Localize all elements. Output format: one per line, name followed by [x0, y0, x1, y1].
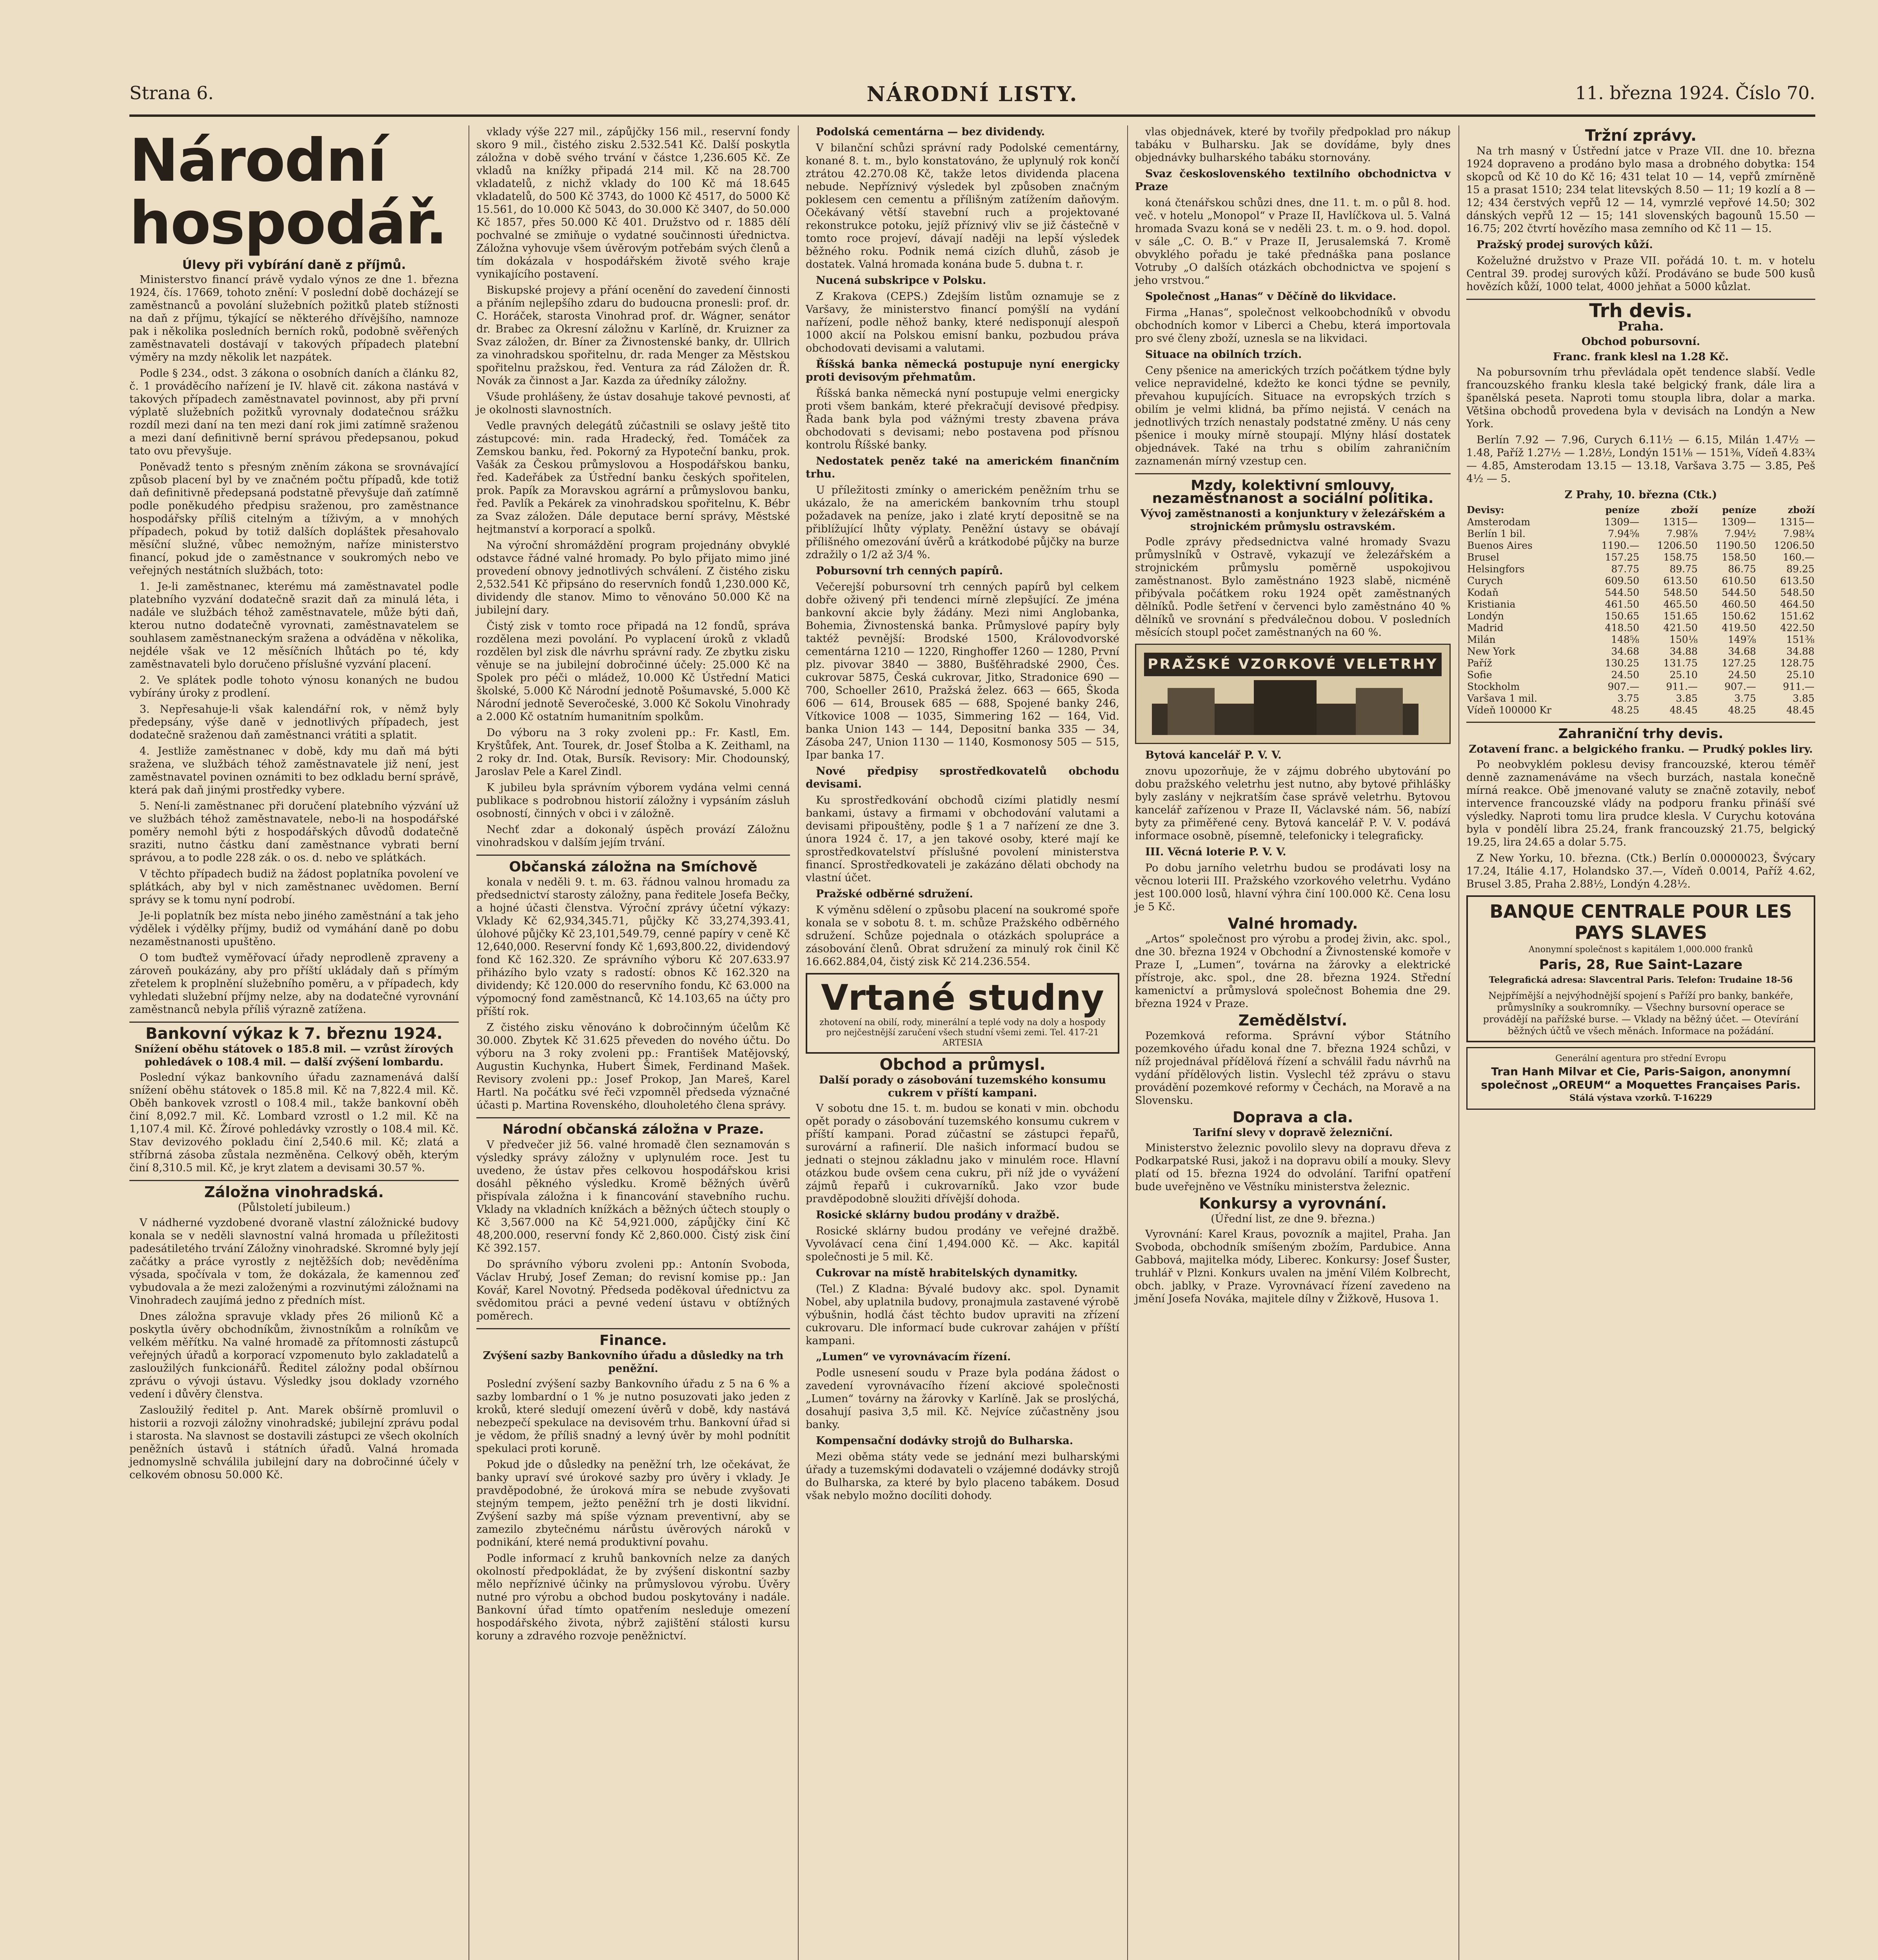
- currency-name: Kodaň: [1467, 587, 1499, 598]
- article-title: Kompensační dodávky strojů do Bulharska.: [816, 1435, 1073, 1447]
- currency-name: Stockholm: [1467, 681, 1520, 692]
- article-paragraph: Zasloužilý ředitel p. Ant. Marek obšírně promluvil o historii a rozvoji záložny vinohradské; jubilejní zprávu podal i starosta. Na slavnost se dostavili zástupci ze všech okolních peněžních ústavů i státních úřadů. Valná hromada jednomyslně schválila jubilejní dary na dobročinné účely v celkovém obnosu 50.000 Kč.: [129, 1404, 459, 1481]
- ad-telegraph: Telegrafická adresa: Slavcentral Paris. Telefon: Trudaine 18-56: [1489, 975, 1793, 985]
- rate-cell: 24.50: [1728, 669, 1756, 681]
- article-title: Rosické sklárny budou prodány v dražbě.: [816, 1209, 1060, 1221]
- article-paragraph: K výměnu sdělení o způsobu placení na soukromé spoře konala se v sobotu 8. t. m. schůze Pražského odběrného sdružení. Schůze pojednala o otázkách spolupráce a zásobování členů. Obrat sdružení za minulý rok činil Kč 16.662.884,04, čistý zisk Kč 214.236.554.: [806, 904, 1119, 968]
- rate-cell: 158.50: [1722, 552, 1756, 563]
- table-row: [1466, 681, 1815, 693]
- rate-cell: 3.85: [1676, 693, 1698, 704]
- table-row: [1466, 563, 1815, 575]
- table-row: [1466, 693, 1815, 704]
- rate-cell: 158.75: [1663, 552, 1698, 563]
- rate-cell: 548.50: [1780, 587, 1814, 598]
- article-paragraph: Z čistého zisku věnováno k dobročinným účelům Kč 30.000. Zbytek Kč 31.625 převeden do nového účtu. Do výboru na 3 roky zvoleni pp.: František Matějovský, Augustin Kuchynka, Hubert Šimek, Ferdinand Mašek. Revisory zvoleni pp.: Josef Prokop, Jan Mareš, Karel Hartl. Na počátku své řeči vzpomněl předseda význačné účasti p. Martina Rovenského, dlouholetého člena správy.: [476, 1022, 790, 1111]
- rate-cell: 149⅞: [1728, 634, 1756, 645]
- article-title: Trh devis.: [1589, 300, 1693, 322]
- article-title: Občanská záložna na Smíchově: [509, 859, 757, 875]
- rate-cell: 151.62: [1780, 610, 1814, 622]
- article-paragraph: V bilanční schůzi správní rady Podolské cementárny, konané 8. t. m., bylo konstatováno, že uplynulý rok končí ztrátou 42.270.08 Kč, takže letos dividenda placena nebude. Nepříznivý výsledek byl způsoben značným poklesem cen cementu a přílišným zatížením daňovým. Očekávaný větší stavební ruch a projektované rekonstrukce potoku, jejíž příznivý vliv se již částečně v tomto roce projeví, dávají naději na lepší výsledek běžného roku. Podnik nemá cizích dluhů, zásob je dostatek. Valná hromada konána bude 5. dubna t. r.: [806, 142, 1119, 270]
- rate-cell: 610.50: [1722, 575, 1756, 586]
- rate-cell: 7.94⅝: [1608, 528, 1640, 539]
- table-header-cell: zboží: [1671, 504, 1698, 515]
- table-row: [1466, 646, 1815, 657]
- rate-cell: 419.50: [1722, 622, 1756, 633]
- article-title: „Lumen“ ve vyrovnávacím řízení.: [816, 1351, 1011, 1363]
- rate-cell: 465.50: [1663, 599, 1698, 610]
- rate-cell: 128.75: [1780, 657, 1814, 669]
- article-paragraph: V sobotu dne 15. t. m. budou se konati v min. obchodu opět porady o zásobování tuzemského konsumu cukrem v příští kampani. Porad zúčastní se zástupci řepařů, surovární a rafinerií. Dle našich informací budou se jednati o stejnou základnu jako v minulém roce. Hlavní otázkou bude ovšem cena cukru, při níž jde o vyvážení zájmů řepařů i cukrovarníků. Jako vzor bude pravděpodobně sloužiti dřívější dohoda.: [806, 1102, 1119, 1205]
- article-paragraph: Vedle pravných delegátů zúčastnili se oslavy ještě tito zástupcové: min. rada Hradecký, řed. Tomáček za Zemskou banku, řed. Pokorný za Hypoteční banku, prok. Vašák za Českou průmyslovou a Hospodářskou banku, řed. Kadeřábek za Ústřední banku českých spořitelen, prok. Papík za Moravskou agrární a průmyslovou banku, řed. Pavlík a Pekárek za vinohradskou spořitelnu, K. Bébr za Svaz záložen. Dále deputace berní správy, Městské hejtmanství a korporací a spolků.: [476, 420, 790, 535]
- article-subtitle: Praha.: [1618, 319, 1664, 334]
- article-paragraph: Ceny pšenice na amerických trzích počátkem týdne byly velice nepravidelné, kdežto ke konci týdne se pevnily, převahou kupujících. Situace na evropských trzích s obilím je velmi klidná, ba přímo nejistá. V cenách na jednotlivých trzích nenastaly podstatné změny. U nás ceny pšenice i mouky mírně stoupají. Mlýny hlásí dostatek objednávek. Také na trhu s obilím zahraničním zaznamenán mírný vzestup cen.: [1135, 365, 1451, 467]
- article-title: Národní občanská záložna v Praze.: [502, 1122, 764, 1137]
- column-rule: [798, 125, 799, 1960]
- article-title: Svaz československého textilního obchodnictva v Praze: [1135, 168, 1451, 193]
- article-subtitle: Zotavení franc. a belgického franku. — Prudký pokles liry.: [1469, 743, 1813, 755]
- currency-name: Buenos Aires: [1467, 540, 1533, 551]
- article-title: Bankovní výkaz k 7. březnu 1924.: [145, 1025, 443, 1043]
- advertisement-banque: [1466, 895, 1815, 1042]
- article-paragraph: Na výroční shromáždění program projednány obvyklé odstavce řádné valné hromady. Po bylo přijato mimo jiné provedení obnovy jednotlivých schválení. Z čistého zisku 2,532.541 Kč připsáno do reservních fondů 1,230.000 Kč, dividendy dle stanov. Mimo to věnováno 50.000 Kč na jubilejní dary.: [476, 539, 790, 616]
- rate-cell: 1315—: [1663, 516, 1698, 528]
- article-paragraph: Na trh masný v Ústřední jatce v Praze VII. dne 10. března 1924 dopraveno a prodáno bylo masa a drobného dobytka: 154 skopců od Kč 10 do Kč 16; 431 telat 10 — 14, vepřů zmírněně 15 a prasat 1510; 234 telat litevských 8.50 — 11; 19 kozlí a 8 — 12; 434 čerstvých vepřů 12 — 14, vymrzlé vepřové 14.50; 302 dánských vepřů 12 — 15; 141 slovenských bagounů 15.50 — 16.75; 202 čtvrtí hovězího masa zemního od Kč 11 — 15.: [1466, 145, 1815, 235]
- article-paragraph: V předvečer již 56. valné hromadě člen seznamován s výsledky správy záložny v uplynulém roce. Jest tu uvedeno, že ústav přes celkovou hospodářskou krisi dosáhl pěkného výsledku. Kromě běžných úvěrů přispívala záložna i k financování stavebního ruchu. Vklady na vkladních knížkách a běžných účtech stouply o Kč 3,567.000 na Kč 54,921.000, zápůjčky činí Kč 48,200.000, reservní fondy Kč 2,860.000. Čistý zisk činí Kč 392.157.: [476, 1139, 790, 1254]
- table-row: [1466, 704, 1815, 716]
- page-number: Strana 6.: [129, 82, 214, 103]
- article-paragraph: vlas objednávek, které by tvořily předpoklad pro nákup tabáku v Bulharsku. Jak se dovídáme, byly dnes objednávky bulharského tabáku stornovány.: [1135, 126, 1451, 164]
- article-title: Pobursovní trh cenných papírů.: [816, 565, 1003, 577]
- section-rule: [476, 1117, 790, 1118]
- column-2: [476, 125, 790, 1646]
- rate-cell: 48.45: [1669, 704, 1698, 716]
- article-paragraph: Poslední výkaz bankovního úřadu zaznamenává další snížení oběhu státovek o 185.8 mil. Kč na 7,822.4 mil. Kč. Oběh bankovek vzrostl o 108.4 mil., takže bankovní oběh činí 8,092.7 mil. Kč. Lombard vzrostl o 1.2 mil. Kč na 1,107.4 mil. Kč. Žírové pohledávky vzrostly o 108.4 mil. Kč. Stav devizového pokladu činí 2,540.6 mil. Kč; zlatá a stříbrná zásoba zůstala nezměněna. Celkový oběh, kterým činí 8,310.5 mil. Kč, je kryt zlatem a devisami 30.57 %.: [129, 1071, 459, 1174]
- article-subtitle: Další porady o zásobování tuzemského konsumu cukrem v příští kampani.: [819, 1074, 1106, 1099]
- article-paragraph: Podle § 234., odst. 3 zákona o osobních daních a článku 82, č. 1 prováděcího nařízení je IV. hlavě cit. zákona nastává v takových případech zaměstnavatel povinnost, aby při první výplatě služebních požitků vyrovnaly dodatečnou srážku rozdíl mezi daní na ten mezi daní rok jimi zatímně sraženou a mezi daní definitivně berní správou předepsanou, pokud tato ovu převyšuje.: [129, 367, 459, 457]
- rate-cell: 461.50: [1605, 599, 1640, 610]
- article-title: Konkursy a vyrovnání.: [1199, 1195, 1387, 1212]
- article-subtitle: (Úřední list, ze dne 9. března.): [1211, 1213, 1375, 1225]
- article-paragraph: Ministerstvo financí právě vydalo výnos ze dne 1. března 1924, čís. 17669, tohoto znění: V poslední době docházejí se zaměstnanců a povolání služebních požitků plateb stížnosti na daň z příjmu, týkající se některého dřívějšího, namnoze pak i několika posledních berních roků, podobně svěřených zaměstnavateli dostávají v takových případech platební výměry na mzdy několik let nazpátek.: [129, 274, 459, 363]
- rate-cell: 150.65: [1605, 610, 1640, 622]
- ad-title: Tran Hanh Milvar et Cie, Paris-Saigon, anonymní společnost „OREUM“ a Moquettes Françaises Paris.: [1481, 1065, 1801, 1091]
- article-paragraph: O tom buďtež vyměřovací úřady neprodleně zpraveny a zároveň poukázány, aby pro příští ukládaly daň s přímým zřetelem k proplnění služebního poměru, a v případech, kdy vyhledati služební příjmy nelze, aby na dodatečné vyrovnání zaměstnanců nebyla příliš výrazně zatížena.: [129, 952, 459, 1016]
- article-title: Podolská cementárna — bez dividendy.: [816, 126, 1045, 138]
- table-header-cell: peníze: [1605, 504, 1640, 515]
- rate-cell: 7.94½: [1725, 528, 1756, 539]
- currency-name: Berlín 1 bil.: [1467, 528, 1526, 539]
- column-5: [1466, 125, 1815, 1114]
- section-rule: [129, 1022, 459, 1023]
- article-paragraph: Rosické sklárny budou prodány ve veřejné dražbě. Vyvolávací cena činí 1,494.000 Kč. — Akc. kapitál společnosti je 5 mil. Kč.: [806, 1225, 1119, 1263]
- currency-name: Brusel: [1467, 552, 1500, 563]
- rate-cell: 460.50: [1722, 599, 1756, 610]
- rate-cell: 1309—: [1604, 516, 1640, 528]
- article-title: Zahraniční trhy devis.: [1558, 726, 1724, 742]
- table-row: [1466, 622, 1815, 634]
- advertisement-agency: [1466, 1047, 1815, 1110]
- rate-cell: 48.45: [1786, 704, 1814, 716]
- table-row: [1466, 528, 1815, 540]
- currency-name: Helsingfors: [1467, 563, 1525, 575]
- article-paragraph: Mezi oběma státy vede se jednání mezi bulharskými úřady a tuzemskými dodavateli o vzájemné dodávky strojů do Bulharska, za které by bylo placeno tabákem. Dosud však nebylo možno docíliti dohody.: [806, 1451, 1119, 1502]
- article-subtitle: (Půlstoletí jubileum.): [238, 1201, 351, 1214]
- rate-cell: 150⅛: [1669, 634, 1698, 645]
- rate-cell: 127.25: [1722, 657, 1756, 669]
- rate-cell: 1190.50: [1715, 540, 1756, 551]
- article-title: Společnost „Hanas“ v Děčíně do likvidace.: [1145, 290, 1397, 303]
- rate-cell: 7.98⅞: [1666, 528, 1698, 539]
- article-title: Pražské odběrné sdružení.: [816, 888, 973, 900]
- table-row: [1466, 552, 1815, 563]
- article-title: Nedostatek peněz také na americkém finančním trhu.: [806, 455, 1119, 480]
- rate-cell: 89.25: [1786, 563, 1814, 575]
- rate-cell: 911.—: [1783, 681, 1814, 692]
- article-title: Situace na obilních trzích.: [1145, 348, 1302, 361]
- article-paragraph: Říšská banka německá nyní postupuje velmi energicky proti všem bankám, které překračují devisové předpisy. Řada bank byla pod vážnými tresty zbavena práva obchodovati s devisami; nebo postavena pod přísnou kontrolu Říšské banky.: [806, 387, 1119, 451]
- article-paragraph: Je-li poplatník bez místa nebo jiného zaměstnání a tak jeho výdělek i výdělky příjmy, budiž od vymáhání daně po dobu nezaměstnanosti upuštěno.: [129, 910, 459, 948]
- rate-cell: 421.50: [1663, 622, 1698, 633]
- table-header-cell: Devisy:: [1467, 504, 1504, 515]
- rate-cell: 422.50: [1780, 622, 1814, 633]
- article-paragraph: 4. Jestliže zaměstnanec v době, kdy mu daň má býti sražena, ve službách téhož zaměstnavatele již není, jest zaměstnavatel povinen oznámiti to bez odkladu berní správě, která pak daň jinými prostředky vybere.: [129, 745, 459, 796]
- rate-cell: 151.65: [1663, 610, 1698, 622]
- rate-cell: 34.88: [1786, 646, 1814, 657]
- currency-name: Madrid: [1467, 622, 1504, 633]
- section-rule: [476, 855, 790, 856]
- rate-cell: 418.50: [1605, 622, 1640, 633]
- ad-title: Vrtané studny: [821, 977, 1104, 1018]
- rate-cell: 48.25: [1611, 704, 1640, 716]
- article-paragraph: (Tel.) Z Kladna: Bývalé budovy akc. spol. Dynamit Nobel, aby uplatnila budovy, pronajmula zastavené výrobě výbušnin, hodlá část těchto budov upraviti na zřízení cukrovaru. Dle informací bude cukrovar zahájen v příští kampani.: [806, 1283, 1119, 1347]
- article-paragraph: Dnes záložna spravuje vklady přes 26 milionů Kč a poskytla úvěry obchodníkům, živnostníkům a rolníkům ve velkém měřítku. Na valné hromadě za přítomnosti zástupců veřejných úřadů a korporací vzpomenuto bylo zakladatelů a zasloužilých funkcionářů. Ředitel záložny podal obšírnou zprávu o vývoji ústavu. Výsledky jsou doklady vzorného vedení i důvěry členstva.: [129, 1310, 459, 1400]
- article-paragraph: Do správního výboru zvoleni pp.: Antonín Svoboda, Václav Hrubý, Josef Zeman; do revisní komise pp.: Jan Kovář, Karel Novotný. Předseda poděkoval úřednictvu za svědomitou práci a pevné vedení ústavu v obtížných poměrech.: [476, 1258, 790, 1322]
- section-rule: [1466, 722, 1815, 723]
- ad-text: Anonymní společnost s kapitálem 1,000.000 franků: [1528, 945, 1753, 955]
- rate-cell: 25.10: [1669, 669, 1698, 681]
- rate-cell: 3.75: [1734, 693, 1756, 704]
- article-paragraph: Ministerstvo železnic povolilo slevy na dopravu dřeva z Podkarpatské Rusi, jakož i na dopravu obilí a mouky. Slevy platí od 15. března 1924 do odvolání. Tarifní opatření bude uveřejněno ve Věstníku ministerstva železnic.: [1135, 1142, 1451, 1193]
- article-title: III. Věcná loterie P. V. V.: [1145, 846, 1286, 858]
- table-row: [1466, 610, 1815, 622]
- column-1: [129, 125, 459, 1485]
- article-title: Záložna vinohradská.: [204, 1183, 384, 1201]
- article-paragraph: Poněvadž tento s přesným zněním zákona se srovnávající způsob placení byl by ve značném počtu případů, kde totiž daň definitivně předepsaná podstatně převyšuje daň zatímně podle poněkudého předpisu sraženou, pro zaměstnance hospodářsky příliš citelným a tíživým, a v mnohých případech, pokud by totiž dalších dopláštek přesahovalo měsíční služné, vůbec nemožným, naříze ministerstvo financí, pokud jde o zaměstnance v soukromých nebo ve veřejných nestátních službách, toto:: [129, 461, 459, 577]
- article-title: Doprava a cla.: [1232, 1109, 1353, 1126]
- rate-cell: 148⅝: [1611, 634, 1640, 645]
- section-rule: [1135, 473, 1451, 474]
- rate-cell: 151⅜: [1786, 634, 1814, 645]
- article-paragraph: 5. Není-li zaměstnanec při doručení platebního výzvání už ve službách téhož zaměstnavatele, nebo-li na hospodářské poměry nemohl býti z hospodářských důvodů dodatečně sraziti, nutno částku daní zaměstnance vybrati berní správou, a to podle 228 zák. o os. d. nebo ve splátkách.: [129, 800, 459, 864]
- article-paragraph: Ku sprostředkování obchodů cizími platidly nesmí bankami, ústavy a firmami v obchodování valutami a devisami připouštěny, podle § 1 a 7 nařízení ze dne 3. února 1924 č. 17, a jen takové osoby, které mají ke sprostředkovatelství příslušné povolení ministerstva financí. Sprostředkovateli je zakázáno dělati obchody na vlastní účet.: [806, 794, 1119, 884]
- currency-name: Amsterodam: [1467, 516, 1531, 528]
- article-title: Říšská banka německá postupuje nyní energicky proti devisovým přehmatům.: [806, 358, 1119, 383]
- article-paragraph: Biskupské projevy a přání ocenění do zavedení činnosti a přáním nejlepšího zdaru do budoucna pronesli: prof. dr. C. Horáček, starosta Vinohrad prof. dr. Wágner, senátor dr. Brabec za Okresní záložnu v Karlíně, dr. Kruizner za Svaz záložen, dr. Bíner za Živnostenské banky, dr. Ullrich za vinohradskou spořitelnu, dr. rada Menger za Městskou spořitelnu pražskou, řed. Ventura za rád Záložen dr. Ř. Novák za činnost a Jar. Kazda za úředníky záložny.: [476, 284, 790, 387]
- currency-table: [1466, 504, 1815, 716]
- rate-cell: 1206.50: [1774, 540, 1814, 551]
- currency-name: New York: [1467, 646, 1515, 657]
- table-caption: Z Prahy, 10. března (Ctk.): [1564, 489, 1717, 501]
- rate-cell: 86.75: [1728, 563, 1756, 575]
- article-title: Nové předpisy sprostředkovatelů obchodu devisami.: [806, 765, 1119, 790]
- rate-cell: 131.75: [1663, 657, 1698, 669]
- ad-address: Paris, 28, Rue Saint-Lazare: [1539, 957, 1743, 973]
- article-title: Mzdy, kolektivní smlouvy, nezaměstnanost a sociální politika.: [1152, 477, 1434, 506]
- section-rule: [129, 1180, 459, 1181]
- article-paragraph: Poslední zvýšení sazby Bankovního úřadu z 5 na 6 % a sazby lombardní o 1 % je nutno posuzovati jako jeden z kroků, které sledují omezení úvěrů v době, kdy nastává nebezpečí spekulace na devisovém trhu. Bankovní úřad si je vědom, že příliš snadný a levný úvěr by mohl podnítit spekulaci proti koruně.: [476, 1378, 790, 1455]
- ad-text: Stálá výstava vzorků. T-16229: [1569, 1093, 1713, 1103]
- rate-cell: 89.75: [1669, 563, 1698, 575]
- article-paragraph: Večerejší pobursovní trh cenných papírů byl celkem dobře oživený při tendenci mírně zlepšující. Ze jména bankovní akcie byly žádány. Mezi nimi Anglobanka, Bohemia, Živnostenská banka. Průmyslové papíry byly taktéž pevnější: Brodské 1500, Královodvorské cementárna 1210 — 1220, Ringhoffer 1260 — 1280, První plz. pivovar 3840 — 3880, Bušťěhradské 2900, Čes. cukrovar 5875, Česká cukrovar, Jitko, Stradonice 690 — 700, Schoeller 2610, Pražská želez. 663 — 665, Škoda 606 — 614, Brousek 685 — 688, Spojené banky 246, Vítkovice 1008 — 1035, Simmering 162 — 164, Vid. banka Union 143 — 144, Depositní banka 335 — 34, Zásoba 247, Union 1130 — 1140, Kosmonosy 505 — 515, Ipar banka 17.: [806, 581, 1119, 761]
- rate-cell: 1190.—: [1601, 540, 1640, 551]
- table-row: [1466, 575, 1815, 587]
- article-paragraph: Podle zprávy předsednictva valné hromady Svazu průmyslníků v Ostravě, vykazují ve železářském a strojnickém průmyslu poměrně uspokojivou zaměstnanost. Bylo zaměstnáno 1923 slabě, nicméně přibývala počátkem roku 1924 opět zaměstnaných dělníků. Podle šetření v červenci bylo zaměstnáno 40 % dělníků ve srovnání s předválečnou dobou. V posledních měsících stoupl počet zaměstnaných na 60 %.: [1135, 536, 1451, 639]
- article-paragraph: V těchto případech budiž na žádost poplatníka povolení ve splátkách, aby byl v nich zaměstnanec uvědomen. Berní správy se k tomu nyní podrobí.: [129, 868, 459, 906]
- rate-cell: 3.85: [1793, 693, 1814, 704]
- article-title: Pražský prodej surových kůží.: [1477, 239, 1653, 251]
- article-paragraph: Pokud jde o důsledky na peněžní trh, lze očekávat, že banky upraví své úrokové sazby pro úvěry i vklady. Je pravděpodobné, že úroková míra se nebude zvyšovati stejným tempem, ježto peněžní trh je dosti likvidní. Zvýšení sazby má spíše význam preventivní, aby se zamezilo zbytečnému nárůstu úvěrových nároků v podnikání, které nemá produktivní povahu.: [476, 1459, 790, 1548]
- column-rule: [1127, 125, 1128, 1960]
- rate-cell: 150.62: [1722, 610, 1756, 622]
- article-subtitle: Obchod pobursovní.: [1581, 336, 1700, 348]
- header-rule: [129, 114, 1815, 117]
- article-subtitle: Zvýšení sazby Bankovního úřadu a důsledky na trh peněžní.: [483, 1350, 784, 1375]
- currency-name: Kristiania: [1467, 599, 1516, 610]
- rate-cell: 464.50: [1780, 599, 1814, 610]
- page-header: [129, 82, 1815, 114]
- rate-cell: 157.25: [1605, 552, 1640, 563]
- rate-cell: 25.10: [1786, 669, 1814, 681]
- article-title: Nucená subskripce v Polsku.: [816, 274, 986, 287]
- rate-cell: 34.68: [1728, 646, 1756, 657]
- section-rule: [476, 1328, 790, 1329]
- rate-cell: 24.50: [1611, 669, 1640, 681]
- currency-name: Milán: [1467, 634, 1496, 645]
- currency-name: Sofie: [1467, 669, 1492, 681]
- article-paragraph: 2. Ve splátek podle tohoto výnosu konaných ne budou vybírány úroky z prodlení.: [129, 674, 459, 699]
- rate-cell: 160.—: [1783, 552, 1814, 563]
- article-paragraph: Koželužné družstvo v Praze VII. pořádá 10. t. m. v hotelu Central 39. prodej surových kůží. Prodáváno se bude 500 kusů hovězích kůží, 1000 telat, 4000 jehňat a 5000 kůzlat.: [1466, 255, 1815, 293]
- currency-name: Vídeň 100000 Kr: [1467, 704, 1551, 716]
- table-row: [1466, 599, 1815, 610]
- table-header-cell: zboží: [1787, 504, 1815, 515]
- ad-text: Nejpřímější a nejvýhodnější spojení s Paříží pro banky, bankéře, průmyslníky a soukromníky. — Všechny bursovní operace se provádějí na pařížské burse. — Vklady na běžný účet. — Otevírání běžných účtů ve všech měnách. Informace na požádání.: [1483, 990, 1799, 1036]
- article-paragraph: 3. Nepřesahuje-li však kalendářní rok, v němž byly předepsány, výše daně v jednotlivých případech, jest dodatečně sraženou daň zaměstnanci vrátiti a splatit.: [129, 703, 459, 741]
- article-title: Zemědělství.: [1238, 1012, 1348, 1029]
- column-3: [806, 125, 1119, 1505]
- rate-cell: 34.68: [1611, 646, 1640, 657]
- date-issue: 11. března 1924. Číslo 70.: [1575, 82, 1815, 103]
- rate-cell: 1206.50: [1657, 540, 1698, 551]
- article-paragraph: Podle informací z kruhů bankovních nelze za daných okolností předpokládat, že by zvýšení diskontní sazby mělo nepříznivé účinky na průmyslovou výrobu. Úvěry nutné pro výrobu a obchod budou poskytovány i nadále. Bankovní úřad tímto opatřením nesleduje omezení hospodářského života, nýbrž zajištění stálosti kursu koruny a zdravého rozvoje peněžnictví.: [476, 1552, 790, 1642]
- article-paragraph: Firma „Hanas“, společnost velkoobchodníků v obvodu obchodních komor v Liberci a Chebu, která importovala pro své členy zboží, uznesla se na likvidaci.: [1135, 307, 1451, 345]
- article-paragraph: znovu upozorňuje, že v zájmu dobrého ubytování po dobu pražského veletrhu jest nutno, aby bytové přihlášky byly zaslány v nejkratším čase správě veletrhu. Bytovou kancelář zařízenou v Praze II, Václavské nám. 56, nabízí byty za přiměřené ceny. Bytová kancelář P. V. V. podává informace osobně, písemně, telefonicky i telegraficky.: [1135, 765, 1451, 842]
- table-row: [1466, 587, 1815, 599]
- rate-cell: 3.75: [1617, 693, 1640, 704]
- rate-cell: 613.50: [1663, 575, 1698, 586]
- table-row: [1466, 516, 1815, 528]
- article-paragraph: Po neobvyklém poklesu devisy francouzské, kterou téměř denně zaznamenáváme na všech burzách, nastala konečně mírná reakce. Obě jmenované valuty se značně zotavily, neboť intervence francouzské vlády na podporu franku přináší své výsledky. Naproti tomu lira prudce klesla. V Curychu kotována byla v pondělí libra 25.24, frank francouzský 21.75, belgický 19.25, lira 24.65 a dolar 5.75.: [1466, 759, 1815, 848]
- table-row: [1466, 669, 1815, 681]
- column-rule: [1458, 125, 1459, 1960]
- article-title: Cukrovar na místě hrabitelských dynamitky.: [816, 1267, 1078, 1279]
- article-paragraph: U příležitosti zmínky o americkém peněžním trhu se ukázalo, že na americkém bankovním trhu stoupl požadavek na peníze, jako i zlaté krytí depositně se na přiblížující lhůty výplaty. Peněžní ústavy se obávají přílišného omezování úvěrů a krátkodobé půjčky na burze zdražily o 1/2 až 3/4 %.: [806, 484, 1119, 561]
- article-paragraph: K jubileu byla správním výborem vydána velmi cenná publikace s podrobnou historií záložny i vypsáním zásluh osobností, činných v obci i v záložně.: [476, 782, 790, 820]
- article-paragraph: Vyrovnání: Karel Kraus, povozník a majitel, Praha. Jan Svoboda, obchodník smíšeným zbožím, Pardubice. Anna Gabbová, majitelka módy, Liberec. Konkursy: Josef Šuster, truhlář v Plzni. Konkurs uvalen na jmění Vilém Kolbrecht, obch. jablky, v Praze. Vyrovnávací řízení zavedeno na jmění Josefa Nováka, majitele dílny v Žižkově, Husova 1.: [1135, 1228, 1451, 1305]
- article-paragraph: Pozemková reforma. Správní výbor Státního pozemkového úřadu konal dne 7. března 1924 schůzi, v níž projednával přídělová řízení a schválil řadu návrhů na vydání přídělových listin. Vyslechl též zprávu o stavu provádění pozemkové reformy v Čechách, na Moravě a na Slovensku.: [1135, 1030, 1451, 1107]
- article-paragraph: Do výboru na 3 roky zvoleni pp.: Fr. Kastl, Em. Kryštůfek, Ant. Tourek, dr. Josef Štolba a K. Zeithaml, na 2 roky dr. Ind. Otak, Bursík. Revisory: Mir. Chodounský, Jaroslav Pele a Karel Zindl.: [476, 727, 790, 778]
- article-title: Valné hromady.: [1228, 915, 1358, 932]
- rate-cell: 48.25: [1728, 704, 1756, 716]
- rate-cell: 1315—: [1780, 516, 1814, 528]
- banner-arch: PRAŽSKÉ VZORKOVÉ VELETRHY: [1144, 653, 1442, 676]
- rate-cell: 613.50: [1780, 575, 1814, 586]
- article-paragraph: Z Krakova (CEPS.) Zdejším listům oznamuje se z Varšavy, že ministerstvo financí pomýšlí na vydání nařízení, podle něhož banky, které nedisponují alespoň 1000 akcií na Polskou emisní banku, pozbudou práva obchodovati devisami a valutami.: [806, 290, 1119, 354]
- article-paragraph: Všude prohlášeny, že ústav dosahuje takové pevnosti, ať je okolnosti slavnostních.: [476, 391, 790, 416]
- currency-name: Varšava 1 mil.: [1467, 693, 1537, 704]
- article-paragraph: 1. Je-li zaměstnanec, kterému má zaměstnavatel podle platebního vyzvání dodatečně srazit daň za minulá léta, i nadále ve službách téhož zaměstnavatele, může býti daň, kterou nutno dodatečně vyrovnati, zaměstnavatelem se souhlasem zaměstnaneckým sražena a odváděna v několika, nejdéle však ve 12 měsíčních lhůtách po té, kdy zaměstnavateli bylo doručeno příslušné vyzvání placení.: [129, 581, 459, 670]
- table-row: [1466, 657, 1815, 669]
- paper-title: NÁRODNÍ LISTY.: [866, 82, 1078, 106]
- rate-cell: 130.25: [1605, 657, 1640, 669]
- ad-title: BANQUE CENTRALE POUR LES PAYS SLAVES: [1489, 901, 1792, 943]
- section-masthead: Národní hospodář.: [129, 127, 447, 258]
- currency-name: Paříž: [1467, 657, 1492, 669]
- rate-cell: 1309—: [1721, 516, 1756, 528]
- article-paragraph: Na pobursovním trhu převládala opět tendence slabší. Vedle francouzského franku klesla také belgický frank, dále lira a španělská peseta. Naproti tomu stoupla libra, dolar a marka. Většina obchodů provedena byla v devisách na Londýn a New York.: [1466, 366, 1815, 430]
- rate-cell: 907.—: [1724, 681, 1756, 692]
- table-row: [1466, 540, 1815, 552]
- article-title: Obchod a průmysl.: [879, 1056, 1046, 1074]
- article-paragraph: V nádherné vyzdobené dvoraně vlastní záložnické budovy konala se v neděli slavnostní valná hromada u příležitosti padesátiletého trvání Záložny vinohradské. Skromné byly její začátky a práce vyrostly z nejtěžších dob; nevěděníma výsada, spočívala v tom, že dokázala, že kamennou zeď vybudovala a že mezi založenými a rozvinutými záložnami na Vinohradech zaujímá jedno z předních míst.: [129, 1217, 459, 1307]
- ad-text: Generální agentura pro střední Evropu: [1555, 1054, 1726, 1063]
- rate-cell: 544.50: [1722, 587, 1756, 598]
- article-title: Finance.: [599, 1332, 667, 1348]
- rate-cell: 544.50: [1605, 587, 1640, 598]
- article-paragraph: konala v neděli 9. t. m. 63. řádnou valnou hromadu za předsednictví starosty záložny, pana ředitele Josefa Bečky, a hojné účasti členstva. Výroční zprávy účetní výkazy: Vklady Kč 62,934,345.71, půjčky Kč 33,274,393.41, úlohové půjčky Kč 23,101,549.79, cenné papíry v ceně Kč 12,640,000. Reservní fondy Kč 1,693,800.22, dividendový fond Kč 162.320. Ze správního výboru Kč 207.633.97 přiházího bylo vzaty s radostí: obnos Kč 162.320 na dividendy; Kč 120.000 do reservního fondu, Kč 63.000 na výpomocný fond zaměstnanců, Kč 14.103,65 na účty pro příští rok.: [476, 876, 790, 1018]
- currency-name: Londýn: [1467, 610, 1504, 622]
- article-subtitle: Snížení oběhu státovek o 185.8 mil. — vzrůst žírových pohledávek o 108.4 mil. — další zvýšení lombardu.: [134, 1043, 454, 1068]
- article-paragraph: Z New Yorku, 10. března. (Ctk.) Berlín 0.00000023, Švýcary 17.24, Itálie 4.17, Holandsko 37.—, Vídeň 0.0014, Paříž 4.62, Brusel 3.85, Praha 2.88½, Londýn 4.28½.: [1466, 852, 1815, 890]
- article-paragraph: „Artos“ společnost pro výrobu a prodej živin, akc. spol., dne 30. března 1924 v Obchodní a Živnostenské komoře v Praze I, „Lumen“, továrna na žárovky a elektrické přístroje, akc. spol., dne 28. března 1924. Střední kamenictví a průmyslová společnost Bohemia dne 29. března 1924 v Praze.: [1135, 933, 1451, 1010]
- pavilion-illustration: [1136, 680, 1449, 739]
- article-paragraph: vklady výše 227 mil., zápůjčky 156 mil., reservní fondy skoro 9 mil., čistého zisku 2.532.541 Kč. Další poskytla záložna v době svého trvání v částce 1,236.605 Kč. Ze vkladů na knížky připadá 214 mil. Kč na 28.700 vkladatelů, z nichž vklady do 100 Kč má 18.645 vkladatelů, do 500 Kč 3743, do 1000 Kč 4517, do 5000 Kč 15.561, do 10.000 Kč 5043, do 30.000 Kč 3407, do 50.000 Kč 1857, přes 50.000 Kč 401. Družstvo od r. 1885 dělí pochvalné se zmiňuje o vydatné součinnosti úřednictva. Záložna vyhovuje všem úvěrovým potřebám svých členů a tím dokázala v hospodářském životě svého kraje vynikajícího postavení.: [476, 126, 790, 280]
- article-subtitle: Tarifní slevy v dopravě železniční.: [1193, 1127, 1393, 1139]
- rate-cell: 911.—: [1666, 681, 1698, 692]
- rate-cell: 548.50: [1663, 587, 1698, 598]
- article-subtitle: Vývoj zaměstnanosti a konjunktury v železářském a strojnickém průmyslu ostravském.: [1140, 508, 1446, 533]
- article-subtitle: Franc. frank klesl na 1.28 Kč.: [1553, 351, 1729, 363]
- rate-cell: 87.75: [1611, 563, 1640, 575]
- advertisement-studny: [806, 973, 1119, 1054]
- currency-name: Curych: [1467, 575, 1503, 586]
- article-title: Bytová kancelář P. V. V.: [1145, 749, 1282, 761]
- article-paragraph: Čistý zisk v tomto roce připadá na 12 fondů, správa rozdělena mezi povolání. Po vyplacení úroků z vkladů rozdělen byl zisk dle návrhu správní rady. Ze zbytku zisku věnuje se na jubilejní dobročinné účely: 25.000 Kč na Spolek pro péči o mládež, 10.000 Kč Ústřední Matici školské, 5.000 Kč Národní jednotě Pošumavské, 5.000 Kč Národní jednotě Severočeské, 3.000 Kč Sokolu Vinohrady a 2.000 Kč ostatním humanitním spolkům.: [476, 620, 790, 723]
- table-header-cell: peníze: [1722, 504, 1757, 515]
- rate-cell: 34.88: [1669, 646, 1698, 657]
- article-paragraph: koná čtenářskou schůzi dnes, dne 11. t. m. o půl 8. hod. več. v hotelu „Monopol“ v Praze II, Havlíčkova ul. 5. Valná hromada Svazu koná se v neděli 23. t. m. o 9. hod. dopol. v sále „C. O. B.“ v Praze II, Jerusalemská 7. Kromě obvyklého pořadu je také přednáška pana poslance Votruby „O dalších otázkách obchodnictva ve spojení s jeho vrstvou.“: [1135, 197, 1451, 287]
- article-paragraph: Berlín 7.92 — 7.96, Curych 6.11½ — 6.15, Milán 1.47½ — 1.48, Paříž 1.27½ — 1.28½, Londýn 151⅛ — 151⅜, Vídeň 4.83¾ — 4.85, Amsterodam 13.15 — 13.18, Varšava 3.75 — 3.85, Peš 4½ — 5.: [1466, 434, 1815, 485]
- article-title: Úlevy při vybírání daně z příjmů.: [182, 258, 406, 272]
- veletrh-banner: [1135, 644, 1451, 744]
- article-paragraph: Podle usnesení soudu v Praze byla podána žádost o zavedení vyrovnávacího řízení akciové společnosti „Lumen“ továrny na žárovky v Karlíně. Jak se proslýchá, dosahují pasiva 3,5 mil. Kč. Nejvíce zúčastněny jsou banky.: [806, 1367, 1119, 1431]
- rate-cell: 907.—: [1607, 681, 1640, 692]
- article-paragraph: Nechť zdar a dokonalý úspěch provází Záložnu vinohradskou v dalším jejím trvání.: [476, 824, 790, 849]
- article-title: Tržní zprávy.: [1585, 127, 1697, 145]
- article-paragraph: Po dobu jarního veletrhu budou se prodávati losy na věcnou loterii III. Pražského vzorkového veletrhu. Vydáno jest 100.000 losů, hlavní výhra činí 100.000 Kč. Cena losu je 5 Kč.: [1135, 862, 1451, 913]
- table-row: [1466, 634, 1815, 646]
- column-4: [1135, 125, 1451, 1308]
- ad-text: zhotovení na obilí, rody, minerální a teplé vody na doly a hospody pro nejčestnější zaručení všech studní všemi zemi. Tel. 417-21 ARTESIA: [819, 1018, 1106, 1048]
- rate-cell: 609.50: [1605, 575, 1640, 586]
- rate-cell: 7.98¾: [1783, 528, 1814, 539]
